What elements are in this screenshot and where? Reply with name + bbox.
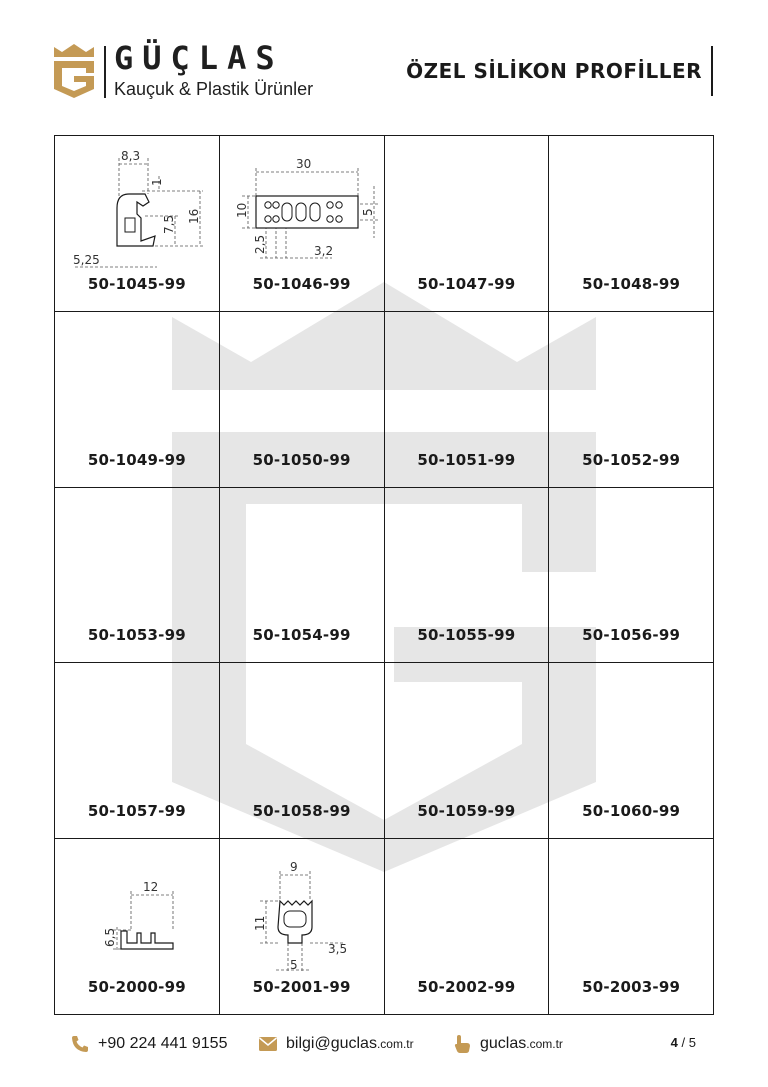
page-total: 5 (688, 1035, 696, 1050)
product-cell (385, 488, 550, 664)
svg-text:9: 9 (289, 860, 298, 875)
svg-text:12: 12 (143, 880, 159, 895)
product-cell (220, 839, 385, 1015)
email-address: bilgi@guclas (286, 1035, 377, 1052)
profile-drawing-1045 (55, 136, 219, 286)
product-code: 50-1058-99 (252, 802, 351, 821)
product-cell (220, 136, 385, 312)
page-separator: / (681, 1035, 686, 1050)
product-code: 50-1059-99 (417, 802, 516, 821)
svg-text:30: 30 (295, 157, 312, 171)
product-cell (549, 663, 714, 839)
product-cell (55, 488, 220, 664)
svg-text:5: 5 (360, 208, 375, 216)
product-code: 50-1051-99 (417, 450, 516, 469)
product-cell (220, 663, 385, 839)
product-code: 50-1050-99 (252, 450, 351, 469)
pointing-hand-icon (452, 1034, 472, 1054)
email-domain-suffix: .com.tr (376, 1037, 414, 1051)
footer-website[interactable] (452, 1030, 563, 1058)
svg-text:11: 11 (252, 915, 267, 932)
product-cell (549, 488, 714, 664)
product-cell (220, 488, 385, 664)
footer-phone[interactable] (70, 1030, 227, 1058)
product-code: 50-2003-99 (582, 978, 681, 996)
product-code: 50-1047-99 (417, 274, 516, 293)
page-current: 4 (670, 1035, 678, 1050)
product-cell (385, 312, 550, 488)
product-cell (385, 663, 550, 839)
product-code: 50-1052-99 (582, 450, 681, 469)
svg-text:1: 1 (150, 178, 164, 186)
product-cell (549, 839, 714, 1015)
product-cell (55, 839, 220, 1015)
product-code: 50-2000-99 (87, 978, 186, 996)
svg-text:3,5: 3,5 (327, 942, 347, 957)
product-cell (55, 663, 220, 839)
website-name: guclas (480, 1035, 527, 1052)
website-domain-suffix: .com.tr (526, 1037, 563, 1051)
page-number (671, 1035, 696, 1050)
product-cell (220, 312, 385, 488)
svg-text:8,3: 8,3 (121, 149, 141, 163)
product-cell (55, 312, 220, 488)
title-accent-bar (711, 46, 713, 96)
product-code: 50-1053-99 (87, 626, 186, 645)
product-code: 50-1056-99 (582, 626, 681, 645)
product-code: 50-1054-99 (252, 626, 351, 645)
product-code: 50-1045-99 (87, 274, 186, 293)
product-code: 50-1048-99 (582, 274, 681, 293)
svg-text:5,25: 5,25 (73, 253, 100, 267)
footer-email[interactable] (258, 1030, 414, 1058)
svg-text:3,2: 3,2 (313, 244, 333, 258)
product-cell (55, 136, 220, 312)
brand-divider (104, 46, 106, 98)
product-cell (549, 312, 714, 488)
product-code: 50-1049-99 (87, 450, 186, 469)
product-code: 50-2001-99 (252, 978, 351, 996)
header (0, 0, 768, 120)
svg-text:6,5: 6,5 (103, 928, 117, 948)
product-grid (54, 135, 714, 1015)
product-code: 50-1060-99 (582, 802, 681, 821)
svg-text:7,5: 7,5 (162, 214, 176, 234)
svg-text:16: 16 (187, 208, 201, 224)
product-code: 50-2002-99 (417, 978, 516, 996)
svg-text:5: 5 (289, 958, 298, 973)
profile-drawing-2000 (55, 839, 219, 989)
profile-drawing-1046 (220, 136, 384, 286)
brand-name: GÜÇLAS (114, 39, 284, 77)
footer (0, 1030, 768, 1060)
brand-tagline: Kauçuk & Plastik Ürünler (114, 79, 314, 99)
svg-text:2,5: 2,5 (252, 234, 267, 254)
product-cell (385, 839, 550, 1015)
phone-number: +90 224 441 9155 (98, 1035, 228, 1052)
email-icon (258, 1036, 278, 1052)
page-title: ÖZEL SİLİKON PROFİLLER (406, 59, 702, 83)
guclas-logo-icon (54, 44, 94, 98)
phone-icon (70, 1034, 90, 1054)
profile-drawing-2001 (220, 839, 384, 989)
product-cell (549, 136, 714, 312)
product-code: 50-1055-99 (417, 626, 516, 645)
product-cell (385, 136, 550, 312)
svg-text:10: 10 (234, 202, 249, 218)
product-code: 50-1046-99 (252, 274, 351, 293)
product-code: 50-1057-99 (87, 802, 186, 821)
